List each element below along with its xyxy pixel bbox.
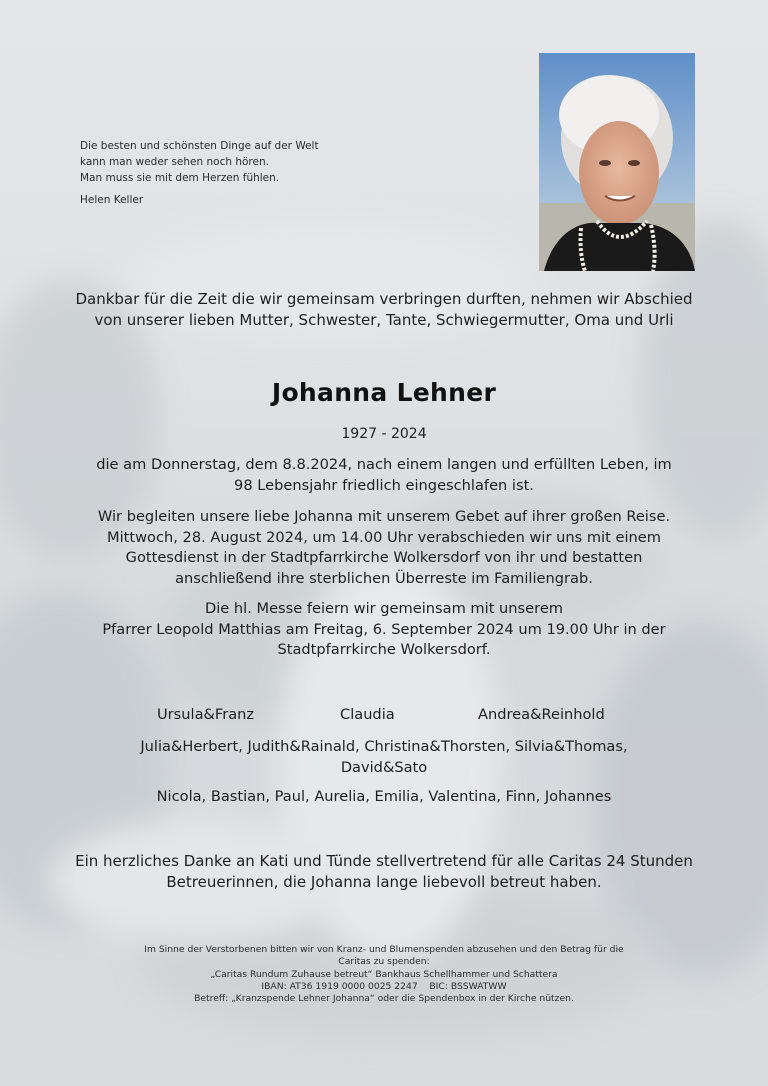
family-child: Andrea&Reinhold: [478, 706, 605, 723]
grandchildren: [100, 737, 668, 778]
donation-line: Caritas zu spenden:: [338, 956, 430, 968]
passing-line: 98 Lebensjahr friedlich eingeschlafen ist.: [234, 476, 534, 494]
great-grandchildren: Nicola, Bastian, Paul, Aurelia, Emilia, Valentina, Finn, Johannes: [156, 788, 612, 805]
passing-text: [40, 455, 728, 496]
quote: [80, 138, 410, 186]
farewell-line: anschließend ihre sterblichen Überreste im Familiengrab.: [175, 569, 593, 587]
deceased-name: Johanna Lehner: [271, 378, 497, 407]
thanks-line: Ein herzliches Danke an Kati und Tünde stellvertretend für alle Caritas 24 Stunden: [75, 852, 693, 870]
donation-line: „Caritas Rundum Zuhause betreut“ Bankhaus Schellhammer und Schattera: [210, 968, 558, 980]
family-child: Claudia: [340, 706, 395, 723]
quote-line: Man muss sie mit dem Herzen fühlen.: [80, 172, 280, 184]
thanks-line: Betreuerinnen, die Johanna lange liebevoll betreut haben.: [166, 873, 602, 891]
donation-line: Im Sinne der Verstorbenen bitten wir von Kranz- und Blumenspenden abzusehen und den Betrag für die: [144, 944, 624, 955]
intro-text: [40, 289, 728, 331]
donation-line: Betreff: „Kranzspende Lehner Johanna“ oder die Spendenbox in der Kirche nützen.: [194, 993, 574, 1005]
quote-line: kann man weder sehen noch hören.: [80, 156, 269, 168]
intro-line: Dankbar für die Zeit die wir gemeinsam verbringen durften, nehmen wir Abschied: [75, 290, 693, 308]
family-child: Ursula&Franz: [157, 706, 255, 723]
intro-line: von unserer lieben Mutter, Schwester, Tante, Schwiegermutter, Oma und Urli: [94, 311, 674, 329]
quote-author: Helen Keller: [80, 194, 144, 206]
mass-text: [40, 599, 728, 661]
portrait-photo: [539, 53, 695, 271]
quote-line: Die besten und schönsten Dinge auf der Welt: [80, 140, 319, 152]
life-years: 1927 - 2024: [341, 426, 427, 442]
mass-line: Die hl. Messe feiern wir gemeinsam mit unserem: [204, 600, 564, 617]
farewell-text: [40, 507, 728, 589]
mass-line: Pfarrer Leopold Matthias am Freitag, 6. September 2024 um 19.00 Uhr in der: [102, 620, 666, 638]
farewell-line: Mittwoch, 28. August 2024, um 14.00 Uhr verabschieden wir uns mit einem: [107, 528, 661, 546]
donation-line: IBAN: AT36 1919 0000 0025 2247 BIC: BSSWATWW: [261, 980, 507, 992]
farewell-line: Wir begleiten unsere liebe Johanna mit unserem Gebet auf ihrer großen Reise.: [97, 508, 671, 525]
grandchildren-line: Julia&Herbert, Judith&Rainald, Christina&Thorsten, Silvia&Thomas,: [140, 738, 628, 755]
grandchildren-line: David&Sato: [340, 758, 428, 776]
mass-line: Stadtpfarrkirche Wolkersdorf.: [277, 641, 491, 658]
passing-line: die am Donnerstag, dem 8.8.2024, nach einem langen und erfüllten Leben, im: [96, 456, 672, 473]
thanks-text: [40, 851, 728, 893]
farewell-line: Gottesdienst in der Stadtpfarrkirche Wolkersdorf von ihr und bestatten: [125, 549, 643, 566]
donation-note: [84, 944, 684, 1005]
